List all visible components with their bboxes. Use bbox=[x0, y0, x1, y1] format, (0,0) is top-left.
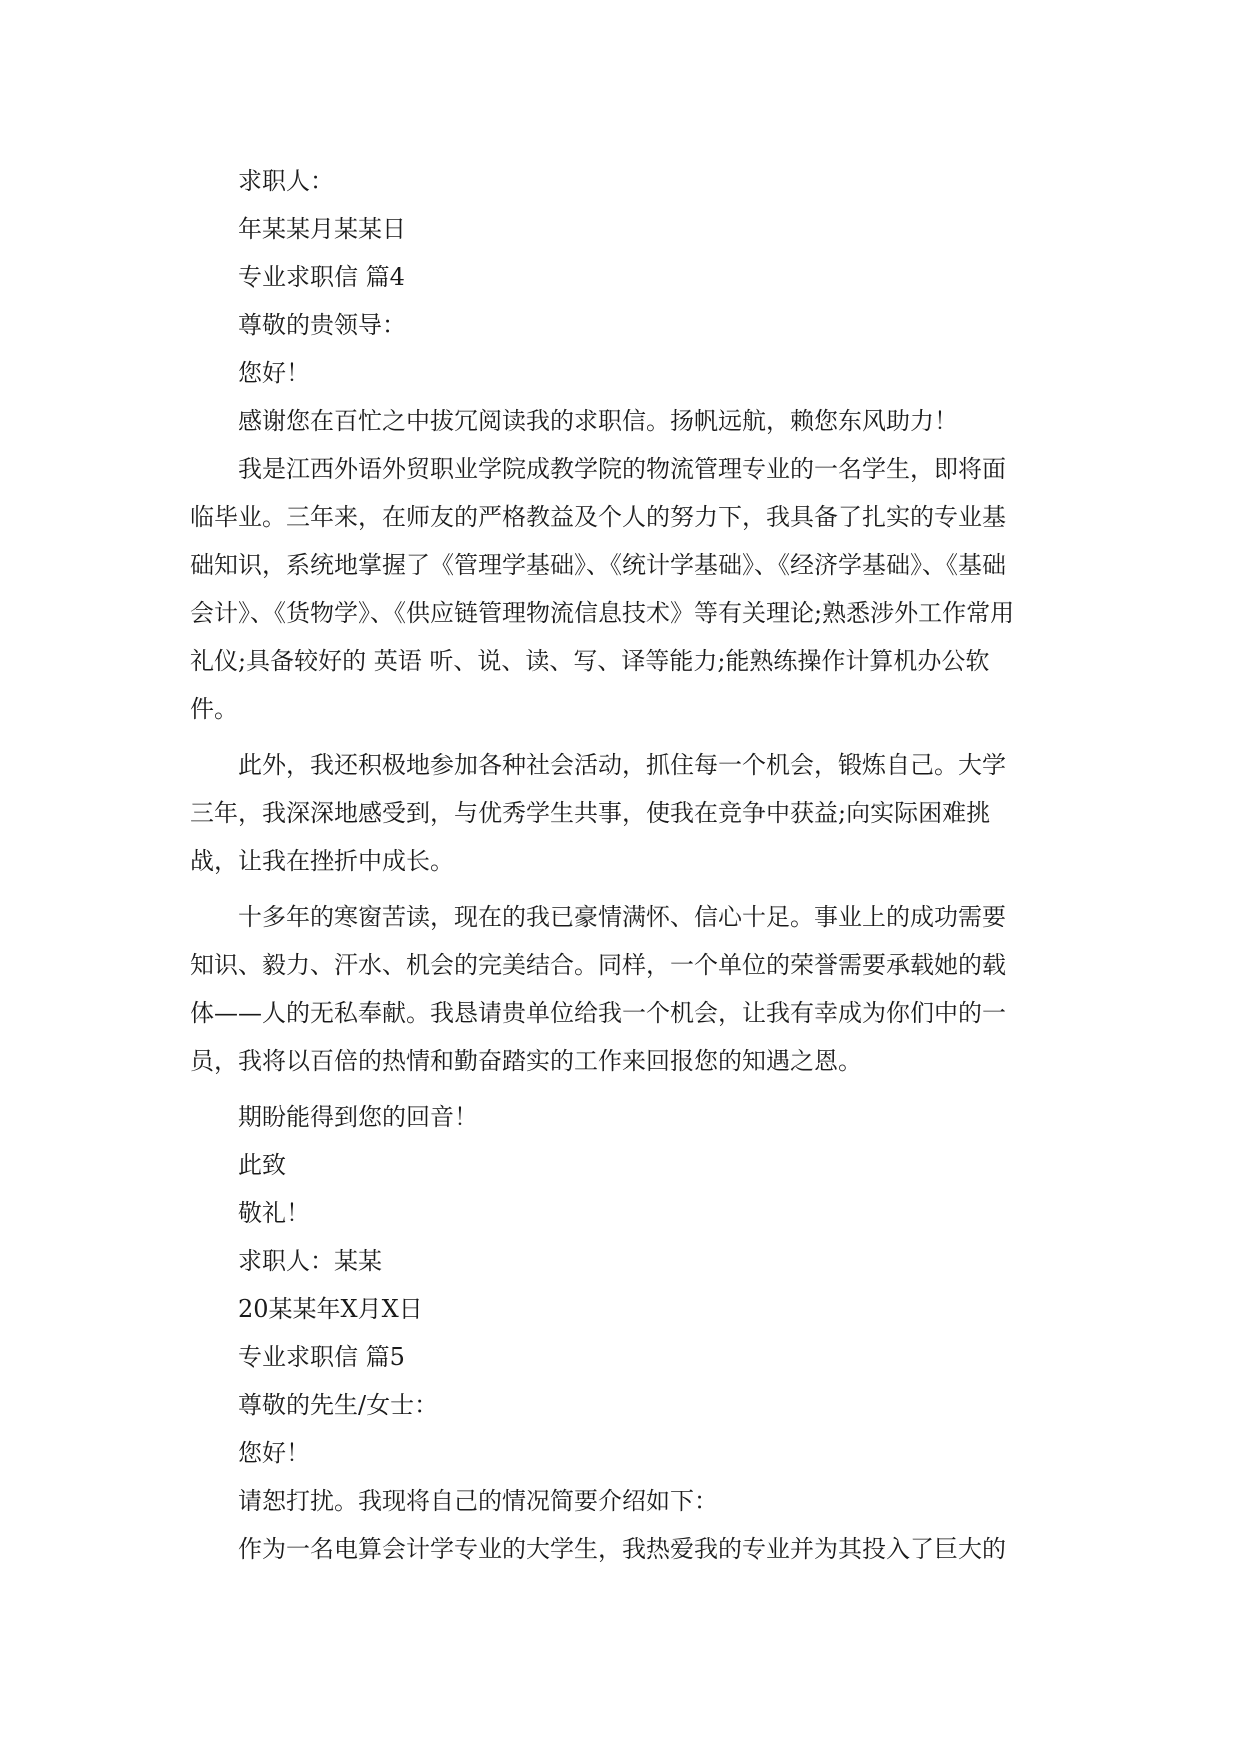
letter4-paragraph-2 bbox=[190, 741, 1060, 885]
letter4-paragraph-1 bbox=[190, 445, 1060, 733]
letter4-prev-applicant: 求职人： bbox=[238, 167, 334, 195]
paragraph-gap bbox=[190, 1085, 1060, 1093]
letter5-greeting: 您好！ bbox=[238, 1439, 310, 1467]
paragraph-line: 会计》、《货物学》、《供应链管理物流信息技术》等有关理论;熟悉涉外工作常用 bbox=[190, 599, 1015, 627]
paragraph-line: 体——人的无私奉献。我恳请贵单位给我一个机会，让我有幸成为你们中的一 bbox=[190, 999, 1006, 1027]
paragraph-line: 件。 bbox=[190, 695, 238, 723]
paragraph-line: 十多年的寒窗苦读，现在的我已豪情满怀、信心十足。事业上的成功需要 bbox=[238, 903, 1006, 931]
letter5-paragraph-1-line: 作为一名电算会计学专业的大学生，我热爱我的专业并为其投入了巨大的 bbox=[238, 1535, 1006, 1563]
letter4-greeting: 您好！ bbox=[238, 359, 310, 387]
document-body bbox=[190, 157, 1060, 1573]
paragraph-line: 我是江西外语外贸职业学院成教学院的物流管理专业的一名学生，即将面 bbox=[238, 455, 1006, 483]
paragraph-line: 三年，我深深地感受到，与优秀学生共事，使我在竞争中获益;向实际困难挑 bbox=[190, 799, 991, 827]
paragraph-line: 临毕业。三年来，在师友的严格教益及个人的努力下，我具备了扎实的专业基 bbox=[190, 503, 1006, 531]
paragraph-line: 此外，我还积极地参加各种社会活动，抓住每一个机会，锻炼自己。大学 bbox=[238, 751, 1006, 779]
paragraph-line: 员，我将以百倍的热情和勤奋踏实的工作来回报您的知遇之恩。 bbox=[190, 1047, 862, 1075]
paragraph-line: 礼仪;具备较好的 英语 听、说、读、写、译等能力;能熟练操作计算机办公软 bbox=[190, 647, 990, 675]
paragraph-gap bbox=[190, 885, 1060, 893]
letter4-hope: 期盼能得到您的回音！ bbox=[238, 1103, 478, 1131]
letter4-paragraph-3 bbox=[190, 893, 1060, 1085]
letter4-prev-date: 年某某月某某日 bbox=[238, 215, 406, 243]
paragraph-line: 础知识，系统地掌握了《管理学基础》、《统计学基础》、《经济学基础》、《基础 bbox=[190, 551, 1006, 579]
letter4-closing-2: 敬礼！ bbox=[238, 1199, 310, 1227]
letter4-title: 专业求职信 篇4 bbox=[238, 263, 405, 291]
letter4-salutation: 尊敬的贵领导： bbox=[238, 311, 406, 339]
paragraph-line: 战，让我在挫折中成长。 bbox=[190, 847, 454, 875]
letter5-salutation: 尊敬的先生/女士： bbox=[238, 1391, 439, 1419]
letter4-applicant: 求职人：某某 bbox=[238, 1247, 382, 1275]
paragraph-gap bbox=[190, 733, 1060, 741]
letter5-title: 专业求职信 篇5 bbox=[238, 1343, 405, 1371]
letter4-thanks: 感谢您在百忙之中拔冗阅读我的求职信。扬帆远航，赖您东风助力！ bbox=[238, 407, 958, 435]
letter4-date: 20某某年X月X日 bbox=[238, 1295, 423, 1323]
letter5-intro: 请恕打扰。我现将自己的情况简要介绍如下： bbox=[238, 1487, 718, 1515]
letter4-closing-1: 此致 bbox=[238, 1151, 286, 1179]
paragraph-line: 知识、毅力、汗水、机会的完美结合。同样，一个单位的荣誉需要承载她的载 bbox=[190, 951, 1006, 979]
